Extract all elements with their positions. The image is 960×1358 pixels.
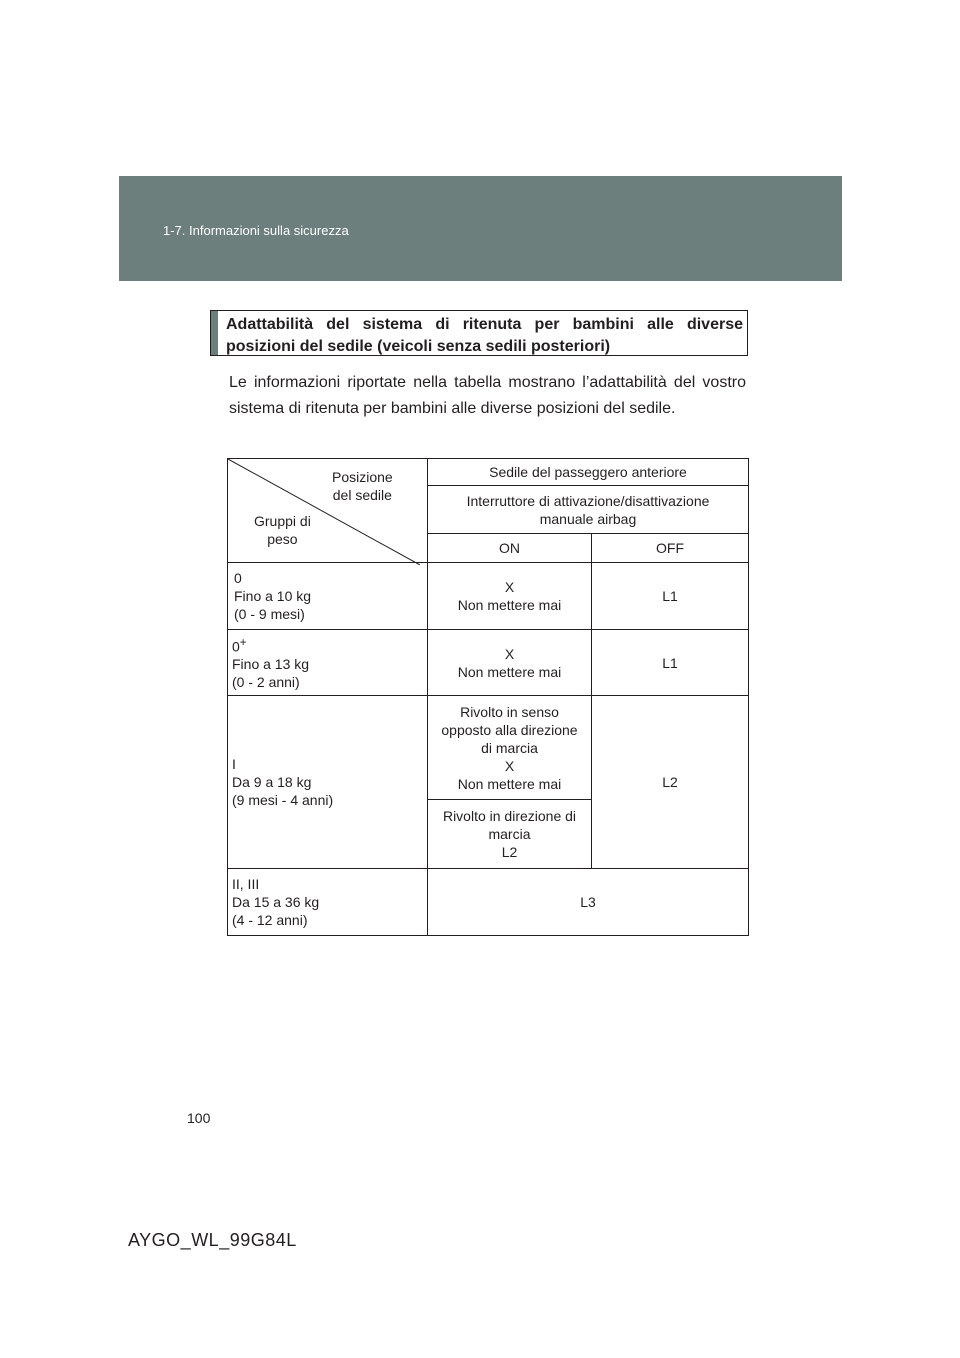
table-corner-header [228,459,428,563]
section-title: Adattabilità del sistema di ritenuta per bambini alle diverse posizioni del sedile (veicoli senza sedili posteriori) [226,316,743,355]
group-cell: 0 Fino a 10 kg (0 - 9 mesi) [228,563,428,630]
group-cell: 0+ Fino a 13 kg (0 - 2 anni) [228,630,428,696]
chapter-header [119,176,842,281]
front-passenger-seat-header: Sedile del passeggero anteriore [428,459,749,486]
off-cell: L1 [592,563,749,630]
column-on: ON [428,534,592,563]
table-row [228,563,749,630]
table-row [228,696,749,800]
table-row [228,869,749,936]
table-row [228,630,749,696]
off-cell: L2 [592,696,749,869]
weight-group-label: Gruppi di peso [254,513,311,547]
section-accent-bar [211,311,218,355]
on-cell: X Non mettere mai [428,630,592,696]
page-number: 100 [187,1110,211,1126]
document-code: AYGO_WL_99G84L [128,1230,297,1250]
off-cell: L1 [592,630,749,696]
group-cell: I Da 9 a 18 kg (9 mesi - 4 anni) [228,696,428,869]
forward-facing-cell: Rivolto in direzione di marcia L2 [428,800,592,869]
airbag-switch-header: Interruttore di attivazione/disattivazione manuale airbag [428,486,749,534]
seat-position-label: Posizione del sedile [332,469,393,503]
seat-compatibility-table [227,458,749,936]
rear-facing-cell: Rivolto in senso opposto alla direzione di marcia X Non mettere mai [428,696,592,800]
chapter-title: 1-7. Informazioni sulla sicurezza [163,223,349,238]
intro-paragraph: Le informazioni riportate nella tabella mostrano l’adattabilità del vostro sistema di ritenuta per bambini alle diverse posizioni del sedile. [229,374,746,417]
group-cell: II, III Da 15 a 36 kg (4 - 12 anni) [228,869,428,936]
on-cell: X Non mettere mai [428,563,592,630]
section-title-box [210,310,748,356]
value-cell: L3 [428,869,749,936]
column-off: OFF [592,534,749,563]
